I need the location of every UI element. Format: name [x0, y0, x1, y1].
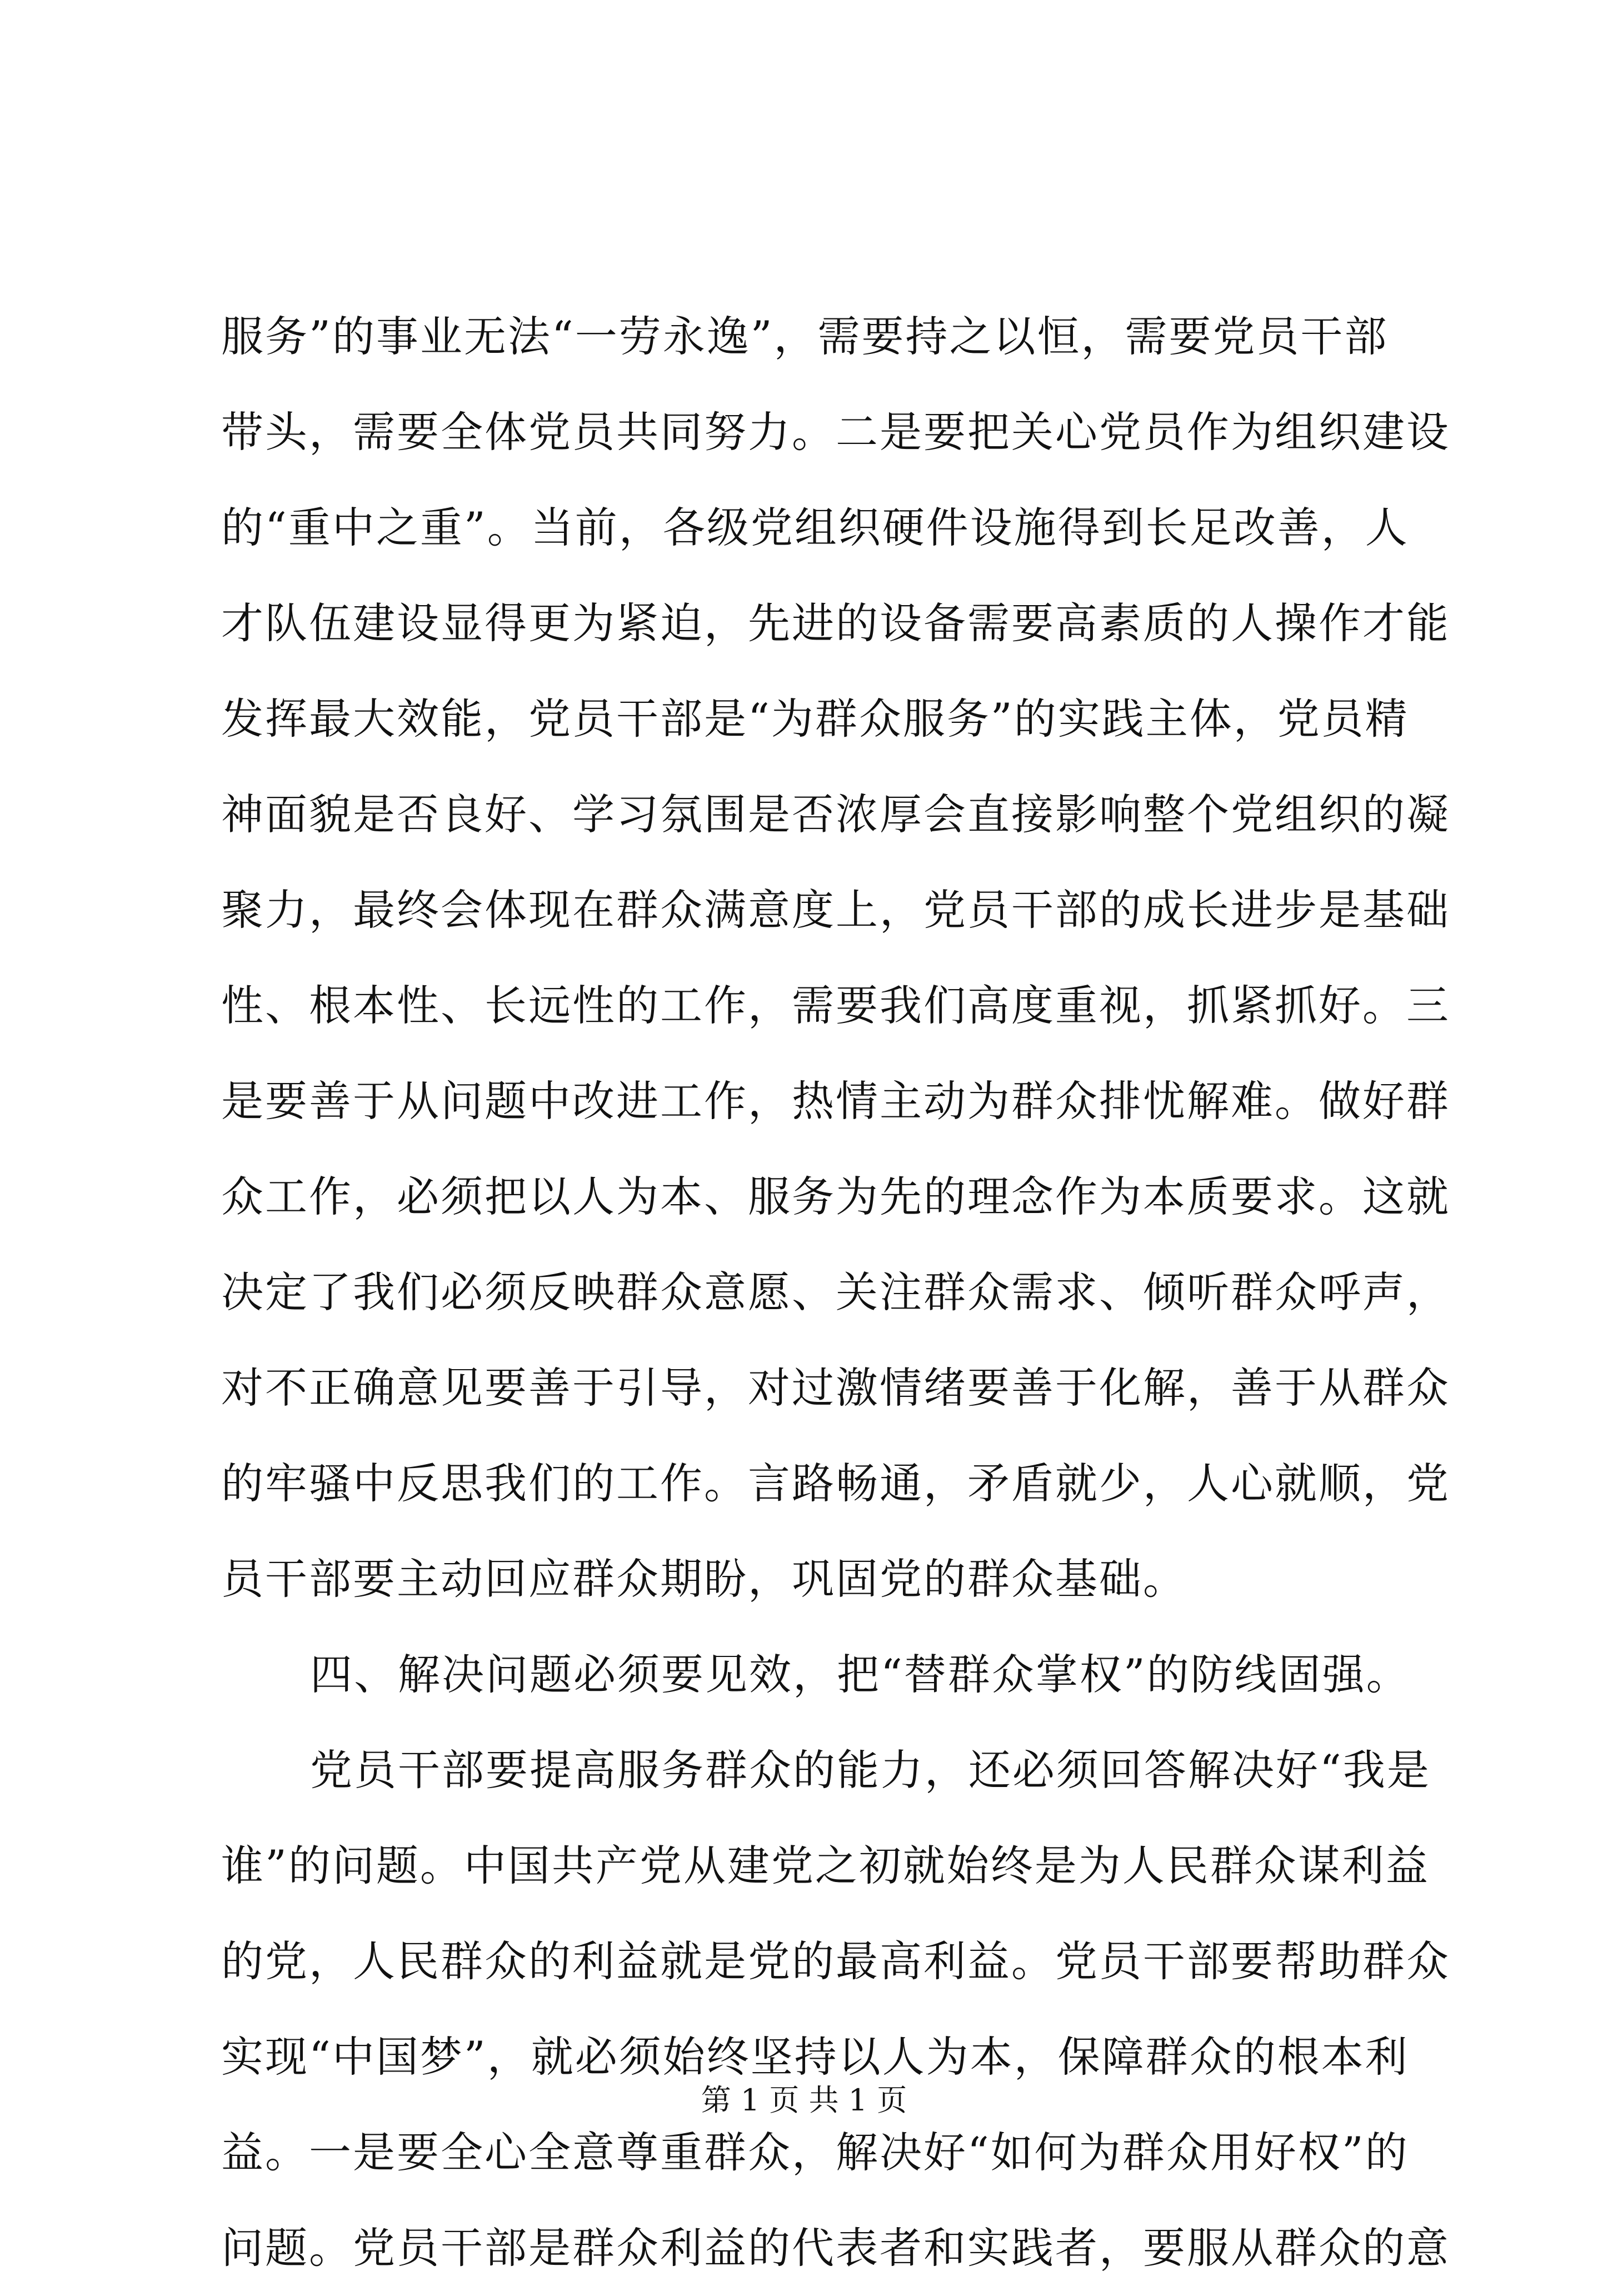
body-line: 决定了我们必须反映群众意愿、关注群众需求、倾听群众呼声，	[221, 1267, 1450, 1317]
body-line: 益。一是要全心全意尊重群众，解决好“如何为群众用好权”的	[221, 2128, 1409, 2177]
body-line: 是要善于从问题中改进工作，热情主动为群众排忧解难。做好群	[221, 1076, 1450, 1126]
body-line: 的牢骚中反思我们的工作。言路畅通，矛盾就少，人心就顺，党	[221, 1459, 1450, 1508]
body-line: 才队伍建设显得更为紧迫，先进的设备需要高素质的人操作才能	[221, 598, 1450, 648]
body-line: 性、根本性、长远性的工作，需要我们高度重视，抓紧抓好。三	[221, 981, 1450, 1030]
body-line: 党员干部要提高服务群众的能力，还必须回答解决好“我是	[310, 1745, 1431, 1795]
body-line: 问题。党员干部是群众利益的代表者和实践者，要服从群众的意	[221, 2223, 1450, 2273]
body-line: 众工作，必须把以人为本、服务为先的理念作为本质要求。这就	[221, 1172, 1450, 1221]
body-line: 聚力，最终会体现在群众满意度上，党员干部的成长进步是基础	[221, 885, 1450, 935]
body-line: 带头，需要全体党员共同努力。二是要把关心党员作为组织建设	[221, 407, 1450, 457]
body-line: 的党，人民群众的利益就是党的最高利益。党员干部要帮助群众	[221, 1936, 1450, 1986]
document-body	[221, 289, 1450, 2296]
page-number-footer: 第 1 页 共 1 页	[701, 2083, 907, 2118]
body-line: 的“重中之重”。当前，各级党组织硬件设施得到长足改善，人	[221, 503, 1409, 552]
body-line: 神面貌是否良好、学习氛围是否浓厚会直接影响整个党组织的凝	[221, 790, 1450, 839]
body-line: 发挥最大效能，党员干部是“为群众服务”的实践主体，党员精	[221, 694, 1409, 743]
body-line: 实现“中国梦”，就必须始终坚持以人为本，保障群众的根本利	[221, 2032, 1409, 2082]
body-line: 对不正确意见要善于引导，对过激情绪要善于化解，善于从群众	[221, 1363, 1450, 1412]
body-line: 员干部要主动回应群众期盼，巩固党的群众基础。	[221, 1554, 1187, 1604]
body-line: 服务”的事业无法“一劳永逸”，需要持之以恒，需要党员干部	[221, 312, 1389, 361]
section-heading: 四、解决问题必须要见效，把“替群众掌权”的防线固强。	[310, 1650, 1410, 1699]
body-line: 谁”的问题。中国共产党从建党之初就始终是为人民群众谋利益	[221, 1841, 1430, 1890]
